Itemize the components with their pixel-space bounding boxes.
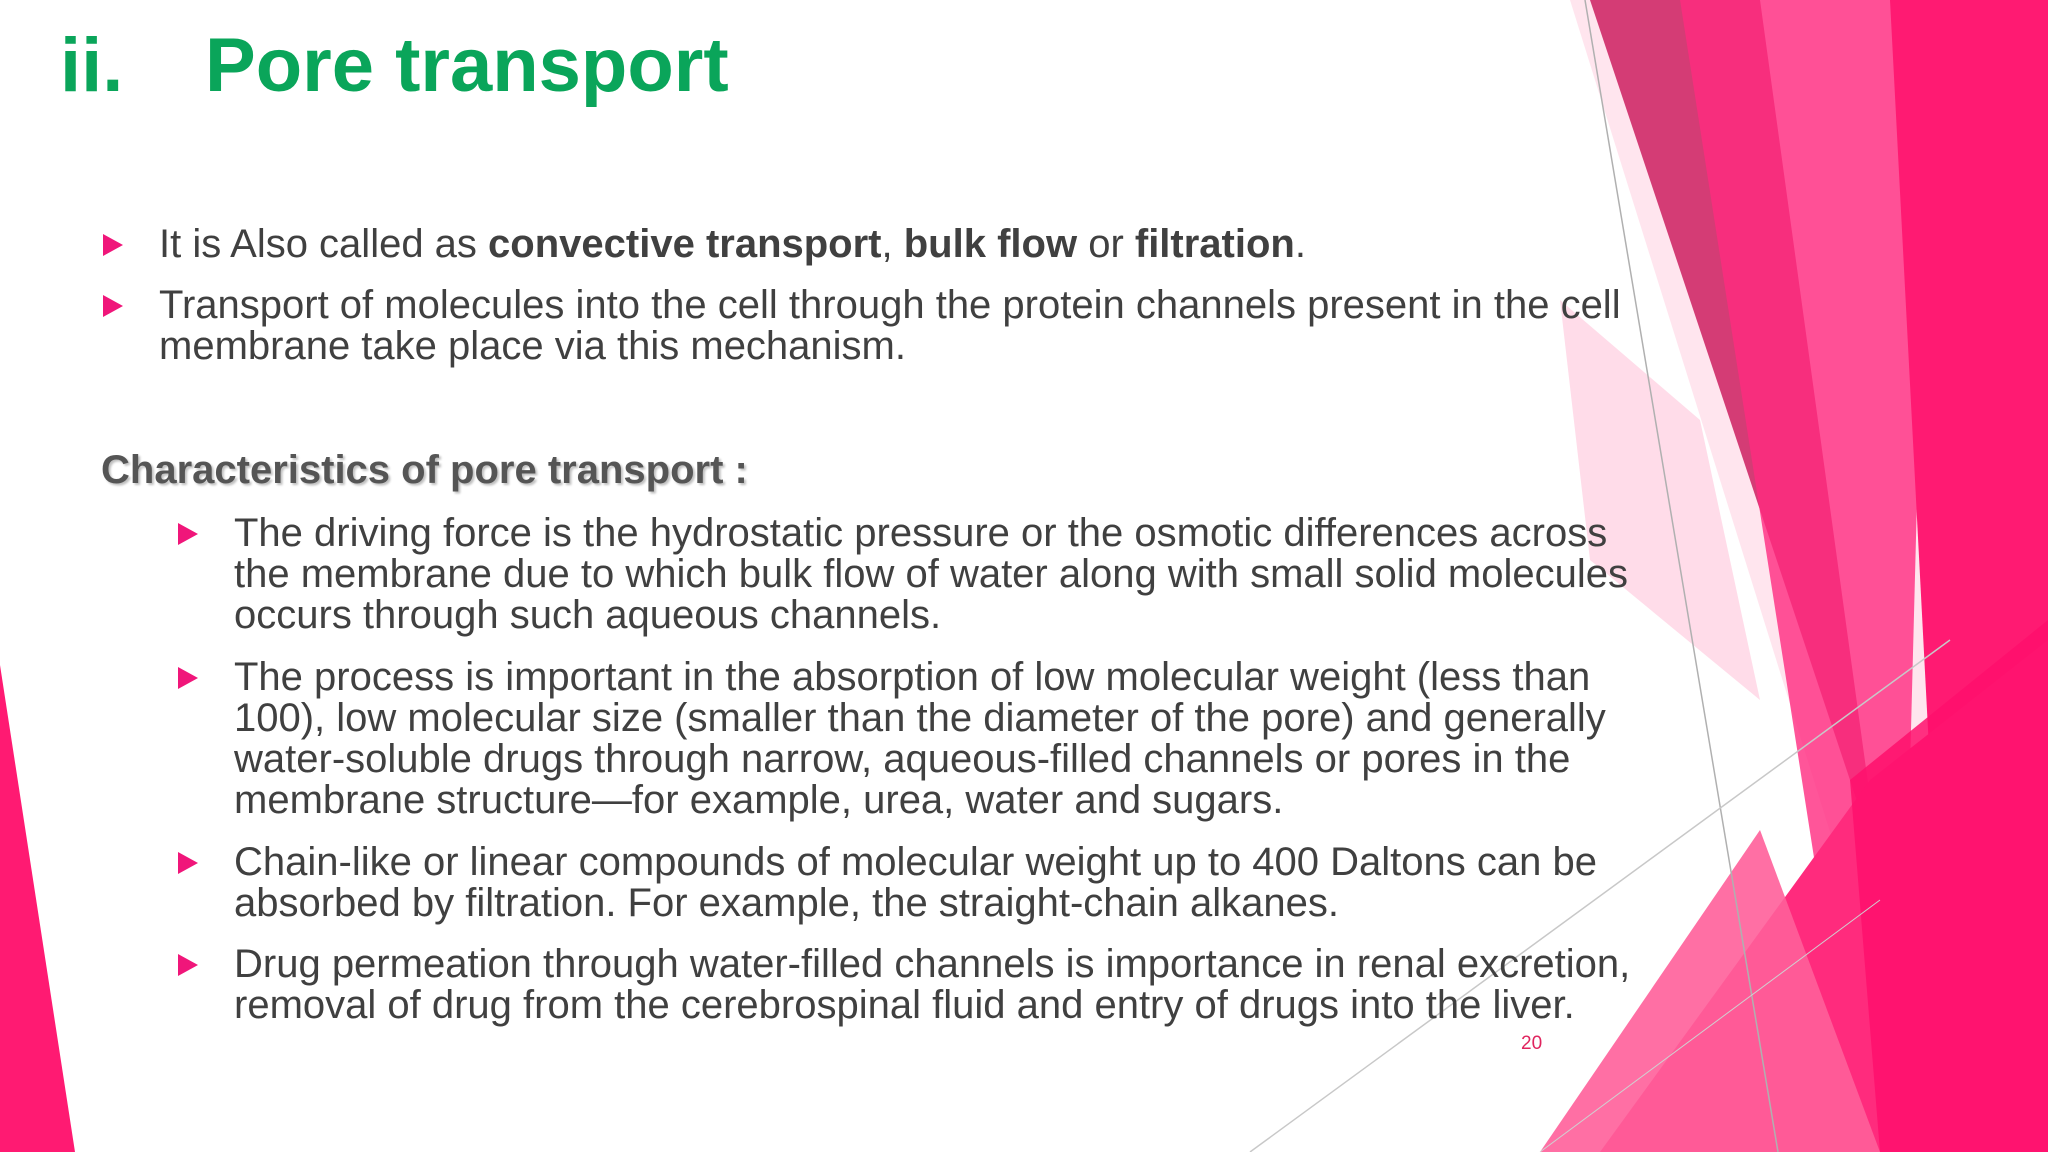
intro-bullet-1 [103,224,1663,265]
intro-bullet-text [159,224,1306,265]
bullet-arrow-icon [178,852,198,874]
bullet-arrow-icon [103,234,123,256]
page-number: 20 [1521,1033,1543,1054]
text-run: , [881,222,904,266]
bullet-arrow-icon [178,667,198,689]
bullet-arrow-icon [103,295,123,317]
text-run: . [1294,222,1306,266]
characteristic-text: The process is important in the absorption of low molecular weight (less than 100), low molecular size (smaller than the diameter of the pore) and generally water-soluble drugs through narrow, aqueous-filled channels or pores in the membrane structure—for example, urea, water and sugars. [234,655,1606,822]
page-title [60,18,729,114]
bold-term-bulk-flow: bulk flow [903,222,1078,266]
intro-bullet-text: Transport of molecules into the cell through the protein channels present in the cell membrane take place via this mechanism. [159,283,1621,368]
characteristic-item-3 [178,842,1638,924]
facet-left [0,665,75,1152]
bold-term-filtration: filtration [1134,222,1295,266]
title-number: ii. [60,23,124,108]
characteristic-text: Chain-like or linear compounds of molecular weight up to 400 Daltons can be absorbed by filtration. For example, the straight-chain alkanes. [234,840,1597,925]
characteristic-text: Drug permeation through water-filled channels is importance in renal excretion, removal of drug from the cerebrospinal fluid and entry of drugs into the liver. [234,942,1631,1027]
intro-bullet-2 [103,285,1663,367]
characteristic-item-1 [178,513,1638,636]
title-text: Pore transport [205,23,729,108]
bold-term-convective-transport: convective transport [488,222,882,266]
bullet-arrow-icon [178,523,198,545]
text-run: or [1077,222,1135,266]
characteristic-text: The driving force is the hydrostatic pressure or the osmotic differences across the membrane due to which bulk flow of water along with small solid molecules occurs through such aqueous channels. [234,511,1629,637]
characteristic-item-4 [178,944,1638,1026]
characteristics-heading: Characteristics of pore transport : [101,448,748,492]
text-run: It is Also called as [159,222,489,266]
characteristic-item-2 [178,657,1638,821]
bullet-arrow-icon [178,954,198,976]
